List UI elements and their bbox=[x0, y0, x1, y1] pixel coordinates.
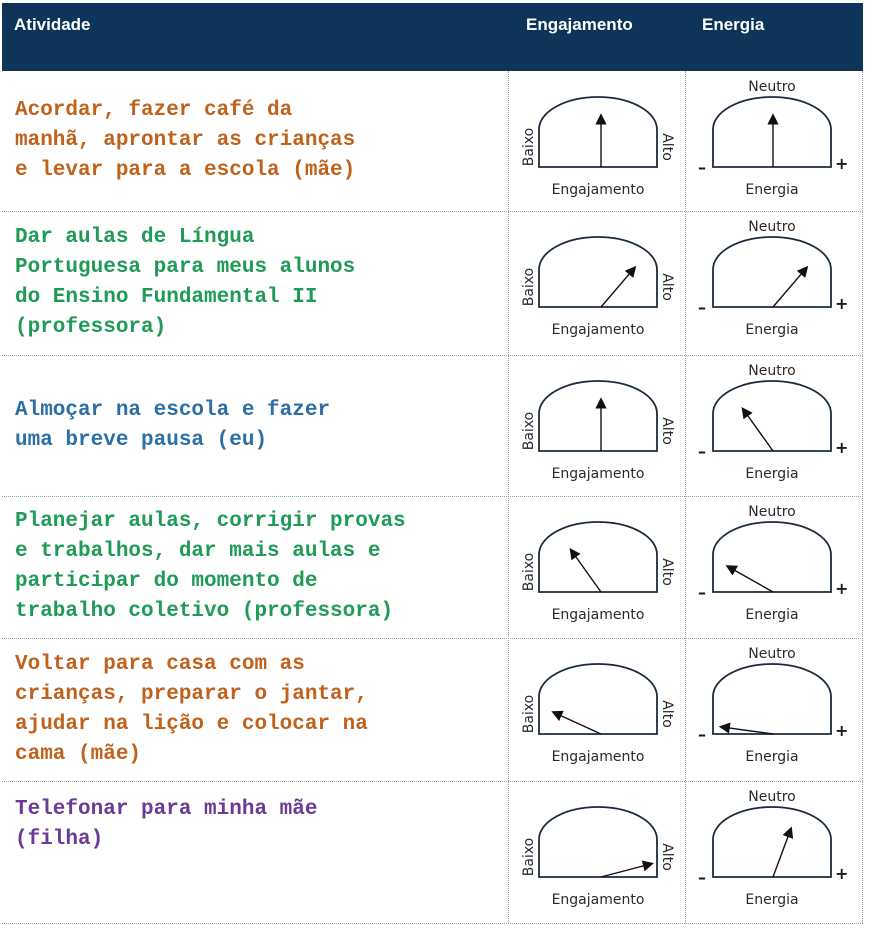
table-row bbox=[2, 211, 863, 355]
gauge-caption: Energia bbox=[745, 607, 799, 623]
gauge-dome bbox=[713, 237, 831, 307]
gauge-low-label: Baixo bbox=[521, 694, 537, 734]
gauge-plus-label: + bbox=[835, 864, 849, 883]
gauge-caption: Energia bbox=[745, 466, 799, 482]
gauge-needle bbox=[571, 550, 601, 592]
gauge-needle bbox=[554, 712, 601, 734]
gauge-needle bbox=[773, 268, 806, 307]
activity-line: cama (mãe) bbox=[15, 742, 142, 766]
gauge-neutral-label: Neutro bbox=[748, 79, 796, 95]
activity-text bbox=[15, 71, 508, 211]
energy-gauge bbox=[685, 781, 863, 923]
gauge-needle bbox=[728, 567, 773, 592]
table-header bbox=[2, 3, 863, 71]
gauge-needle bbox=[773, 829, 791, 877]
gauge-caption: Engajamento bbox=[551, 749, 645, 765]
table-row bbox=[2, 496, 863, 638]
gauge-high-label: Alto bbox=[659, 133, 675, 161]
column-divider bbox=[685, 71, 686, 923]
gauge-caption: Engajamento bbox=[551, 607, 645, 623]
row-divider bbox=[2, 638, 863, 639]
gauge-dome bbox=[539, 664, 657, 734]
gauge-plus-label: + bbox=[835, 154, 849, 173]
gauge-minus-label: – bbox=[698, 158, 706, 177]
table-row bbox=[2, 71, 863, 211]
activity-line: Voltar para casa com as bbox=[15, 652, 305, 676]
gauge-high-label: Alto bbox=[659, 700, 675, 728]
gauge-dome bbox=[713, 807, 831, 877]
gauge-dome bbox=[713, 664, 831, 734]
table-row bbox=[2, 638, 863, 781]
activity-line: Acordar, fazer café da bbox=[15, 99, 293, 122]
energy-gauge bbox=[685, 496, 863, 638]
gauge-low-label: Baixo bbox=[521, 411, 537, 451]
activity-line: do Ensino Fundamental II bbox=[15, 286, 318, 309]
gauge-needle bbox=[601, 864, 651, 877]
engagement-gauge bbox=[508, 496, 685, 638]
gauge-minus-label: – bbox=[698, 868, 706, 887]
activity-text bbox=[15, 211, 508, 355]
gauge-plus-label: + bbox=[835, 579, 849, 598]
row-divider bbox=[2, 355, 863, 356]
gauge-minus-label: – bbox=[698, 442, 706, 461]
gauge-dome bbox=[713, 97, 831, 167]
gauge-low-label: Baixo bbox=[521, 267, 537, 307]
gauge-high-label: Alto bbox=[659, 417, 675, 445]
table-row bbox=[2, 781, 863, 923]
gauge-low-label: Baixo bbox=[521, 837, 537, 877]
energy-gauge bbox=[685, 638, 863, 781]
gauge-needle bbox=[601, 268, 634, 307]
gauge-dome bbox=[539, 237, 657, 307]
activity-line: trabalho coletivo (professora) bbox=[15, 600, 394, 623]
activity-line: (filha) bbox=[15, 828, 104, 851]
gauge-plus-label: + bbox=[835, 721, 849, 740]
row-divider bbox=[2, 496, 863, 497]
activity-table bbox=[2, 3, 863, 923]
header-activity: Atividade bbox=[14, 15, 91, 34]
gauge-high-label: Alto bbox=[659, 273, 675, 301]
gauge-high-label: Alto bbox=[659, 558, 675, 586]
activity-text bbox=[15, 355, 508, 496]
activity-line: participar do momento de bbox=[15, 570, 318, 593]
gauge-needle bbox=[722, 727, 773, 734]
activity-line: Almoçar na escola e fazer bbox=[15, 398, 331, 422]
activity-line: Dar aulas de Língua bbox=[15, 226, 255, 249]
activity-text bbox=[15, 781, 508, 923]
activity-line: ajudar na lição e colocar na bbox=[15, 712, 368, 736]
activity-line: Planejar aulas, corrigir provas bbox=[15, 510, 406, 533]
energy-gauge bbox=[685, 71, 863, 211]
gauge-minus-label: – bbox=[698, 298, 706, 317]
activity-line: e levar para a escola (mãe) bbox=[15, 159, 356, 182]
activity-text bbox=[15, 638, 508, 781]
gauge-caption: Energia bbox=[745, 892, 799, 908]
header-engagement: Engajamento bbox=[526, 15, 633, 34]
activity-line: (professora) bbox=[15, 316, 167, 339]
gauge-neutral-label: Neutro bbox=[748, 646, 796, 662]
engagement-gauge bbox=[508, 781, 685, 923]
gauge-neutral-label: Neutro bbox=[748, 789, 796, 805]
gauge-dome bbox=[539, 522, 657, 592]
gauge-dome bbox=[713, 381, 831, 451]
energy-gauge bbox=[685, 211, 863, 355]
gauge-caption: Energia bbox=[745, 749, 799, 765]
activity-line: Portuguesa para meus alunos bbox=[15, 256, 356, 279]
gauge-dome bbox=[539, 97, 657, 167]
table-row bbox=[2, 355, 863, 496]
activity-line: e trabalhos, dar mais aulas e bbox=[15, 540, 381, 563]
engagement-gauge bbox=[508, 211, 685, 355]
activity-line: crianças, preparar o jantar, bbox=[15, 682, 368, 706]
gauge-caption: Engajamento bbox=[551, 466, 645, 482]
gauge-minus-label: – bbox=[698, 583, 706, 602]
gauge-caption: Engajamento bbox=[551, 892, 645, 908]
gauge-caption: Engajamento bbox=[551, 322, 645, 338]
gauge-neutral-label: Neutro bbox=[748, 504, 796, 520]
energy-gauge bbox=[685, 355, 863, 496]
column-divider bbox=[862, 71, 863, 923]
gauge-needle bbox=[743, 409, 773, 451]
gauge-neutral-label: Neutro bbox=[748, 363, 796, 379]
gauge-low-label: Baixo bbox=[521, 552, 537, 592]
activity-line: manhã, aprontar as crianças bbox=[15, 129, 356, 152]
activity-text bbox=[15, 496, 508, 638]
gauge-caption: Engajamento bbox=[551, 182, 645, 198]
gauge-dome bbox=[713, 522, 831, 592]
gauge-neutral-label: Neutro bbox=[748, 219, 796, 235]
engagement-gauge bbox=[508, 71, 685, 211]
gauge-plus-label: + bbox=[835, 438, 849, 457]
gauge-caption: Energia bbox=[745, 322, 799, 338]
engagement-gauge bbox=[508, 355, 685, 496]
activity-line: uma breve pausa (eu) bbox=[15, 428, 268, 452]
activity-line: Telefonar para minha mãe bbox=[15, 798, 318, 821]
gauge-high-label: Alto bbox=[659, 843, 675, 871]
gauge-plus-label: + bbox=[835, 294, 849, 313]
row-divider bbox=[2, 781, 863, 782]
row-divider bbox=[2, 211, 863, 212]
header-energy: Energia bbox=[702, 15, 765, 34]
gauge-dome bbox=[539, 381, 657, 451]
gauge-low-label: Baixo bbox=[521, 127, 537, 167]
engagement-gauge bbox=[508, 638, 685, 781]
column-divider bbox=[508, 71, 509, 923]
gauge-minus-label: – bbox=[698, 725, 706, 744]
row-divider bbox=[2, 923, 863, 924]
gauge-caption: Energia bbox=[745, 182, 799, 198]
